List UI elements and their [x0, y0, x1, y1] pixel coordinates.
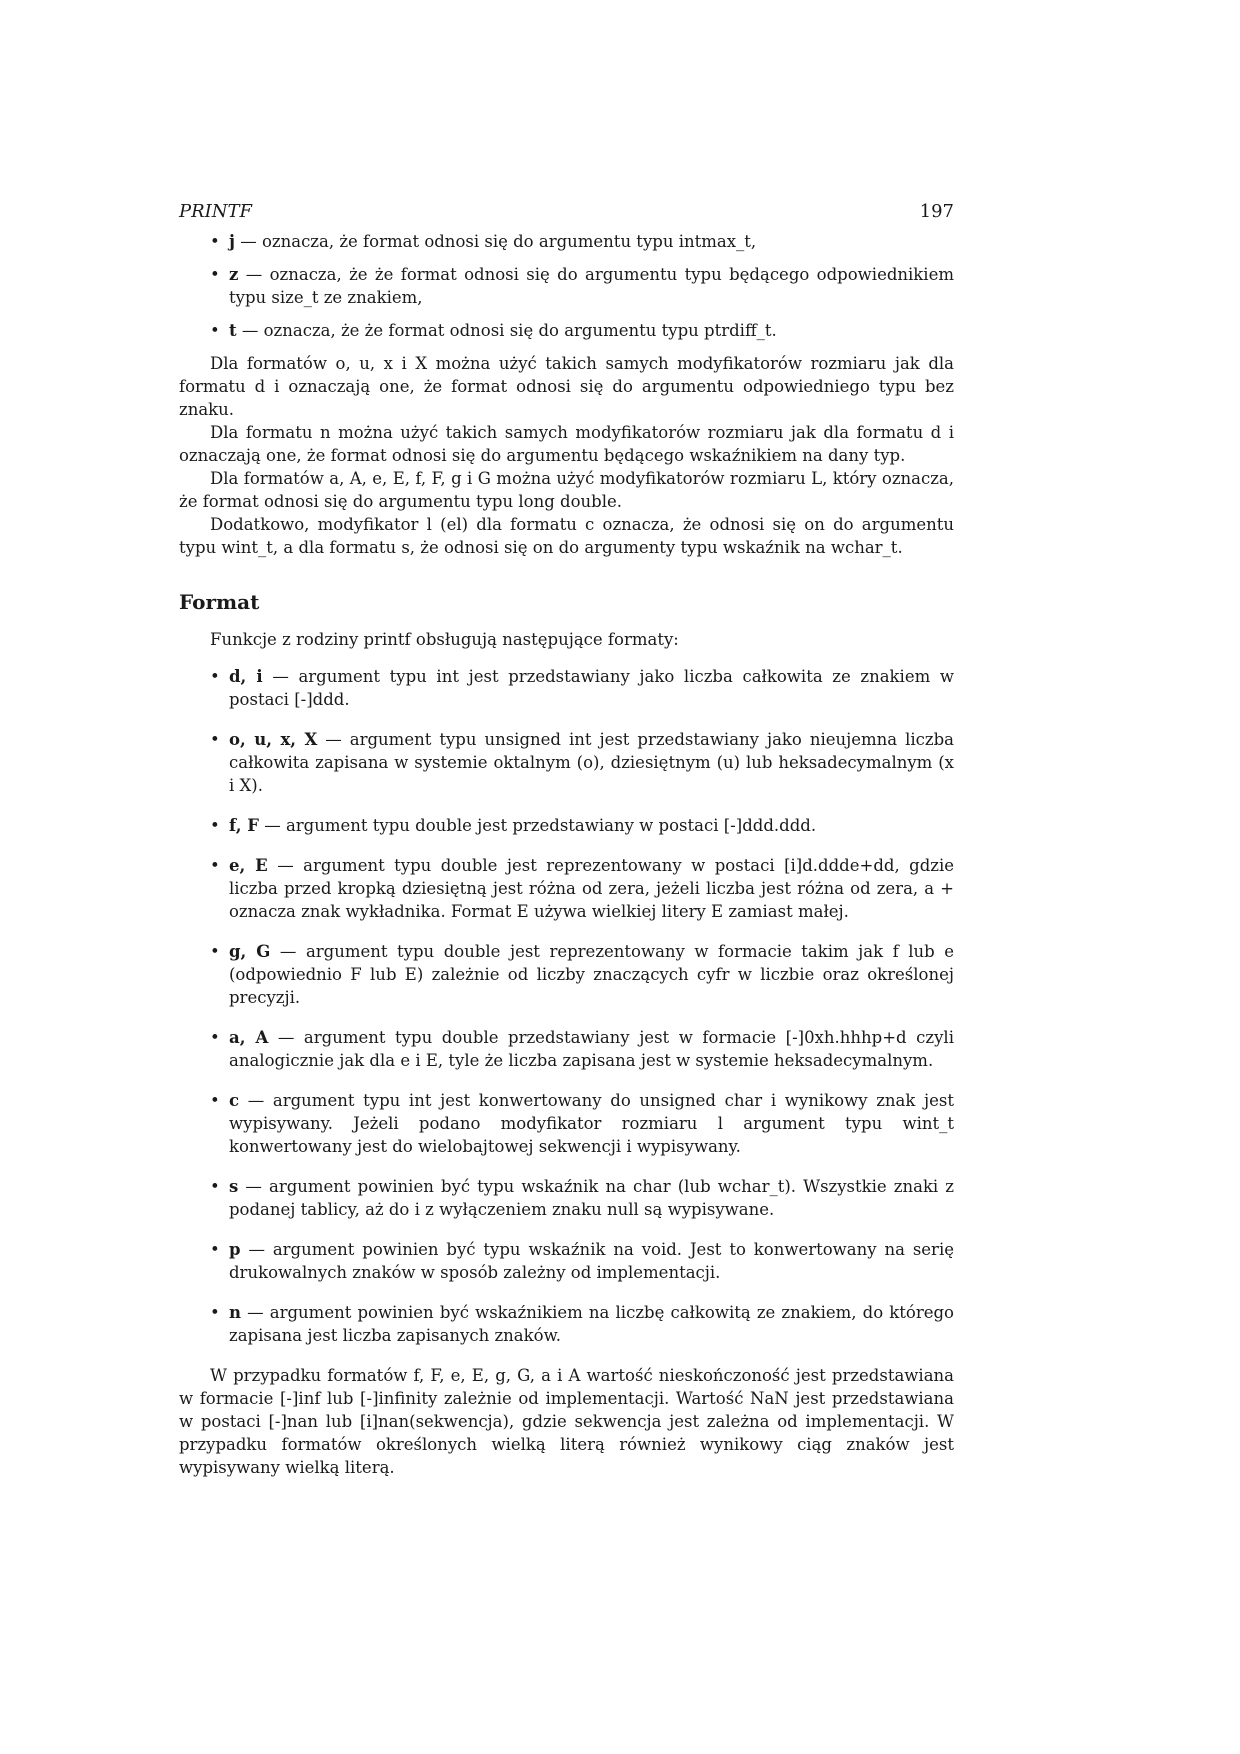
bullet-icon: • — [210, 1028, 220, 1047]
paragraph: Dla formatów o, u, x i X można użyć takich samych modyfikatorów rozmiaru jak dla formatu d i oznaczają one, że format odnosi się do argumentu odpowiedniego typu bez znaku. — [179, 354, 954, 419]
closing-paragraph: W przypadku formatów f, F, e, E, g, G, a i A wartość nieskończoność jest przedstawiana w formacie [-]inf lub [-]infinity zależnie od implementacji. Wartość NaN jest przedstawiana w postaci [-]nan lub [i]nan(sekwencja), gdzie sekwencja jest zależna od implementacji. W przypadku formatów określonych wielką literą również wynikowy ciąg znaków jest wypisywany wielką literą. — [179, 1366, 954, 1477]
item-text: — argument typu int jest konwertowany do unsigned char i wynikowy znak jest wypisywany. Jeżeli podano modyfikator rozmiaru l argument typu wint_t konwertowany jest do wielobajtowej sekwencji i wypisywany. — [229, 1091, 954, 1156]
section-heading: Format — [179, 590, 260, 614]
bullet-icon: • — [210, 942, 220, 961]
item-text: — oznacza, że że format odnosi się do argumentu typu będącego odpowiednikiem typu size_t ze znakiem, — [229, 265, 954, 307]
list-item — [179, 728, 954, 797]
section-intro: Funkcje z rodziny printf obsługują następujące formaty: — [210, 630, 679, 649]
item-text: — argument typu double jest reprezentowany w formacie takim jak f lub e (odpowiednio F lub E) zależnie od liczby znaczących cyfr w liczbie oraz określonej precyzji. — [229, 942, 955, 1007]
bullet-icon: • — [210, 730, 220, 749]
item-text: — argument typu double przedstawiany jest w formacie [-]0xh.hhhp+d czyli analogicznie jak dla e i E, tyle że liczba zapisana jest w systemie heksadecymalnym. — [229, 1028, 954, 1070]
modifier-list — [179, 230, 954, 342]
list-item — [179, 1175, 954, 1221]
item-text: — argument typu unsigned int jest przedstawiany jako nieujemna liczba całkowita zapisana w systemie oktalnym (o), dziesiętnym (u) lub heksadecymalnym (x i X). — [229, 730, 954, 795]
running-header — [179, 200, 954, 230]
list-item — [179, 854, 954, 923]
list-item — [179, 940, 954, 1009]
bullet-icon: • — [210, 667, 220, 686]
item-key: s — [229, 1177, 239, 1196]
bullet-icon: • — [210, 321, 220, 340]
item-key: t — [229, 321, 237, 340]
bullet-icon: • — [210, 1177, 220, 1196]
item-text: — argument powinien być wskaźnikiem na liczbę całkowitą ze znakiem, do którego zapisana jest liczba zapisanych znaków. — [229, 1303, 954, 1345]
bullet-icon: • — [210, 232, 220, 251]
list-item — [179, 1026, 954, 1072]
item-key: z — [229, 265, 239, 284]
item-key: o, u, x, X — [229, 730, 318, 749]
item-text: — oznacza, że format odnosi się do argumentu typu intmax_t, — [234, 232, 757, 251]
item-text: — argument typu double jest reprezentowany w postaci [i]d.ddde+dd, gdzie liczba przed kropką dziesiętną jest różna od zera, jeżeli liczba jest różna od zera, a + oznacza znak wykładnika. Format E używa wielkiej litery E zamiast małej. — [229, 856, 954, 921]
list-item — [179, 1089, 954, 1158]
paragraph: Dla formatów a, A, e, E, f, F, g i G można użyć modyfikatorów rozmiaru L, który oznacza, że format odnosi się do argumentu typu long double. — [179, 469, 954, 511]
item-key: e, E — [229, 856, 268, 875]
paragraph: Dodatkowo, modyfikator l (el) dla formatu c oznacza, że odnosi się on do argumentu typu wint_t, a dla formatu s, że odnosi się on do argumenty typu wskaźnik na wchar_t. — [179, 515, 954, 557]
item-key: c — [229, 1091, 240, 1110]
header-title: PRINTF — [179, 201, 253, 222]
list-item — [179, 319, 954, 342]
item-text: — argument powinien być typu wskaźnik na char (lub wchar_t). Wszystkie znaki z podanej tablicy, aż do i z wyłączeniem znaku null są wypisywane. — [229, 1177, 954, 1219]
format-list — [179, 665, 954, 1347]
list-item — [179, 263, 954, 309]
item-text: — argument typu int jest przedstawiany jako liczba całkowita ze znakiem w postaci [-]ddd. — [229, 667, 954, 709]
list-item — [179, 665, 954, 711]
page-number: 197 — [919, 201, 954, 222]
bullet-icon: • — [210, 1303, 220, 1322]
item-text: — oznacza, że że format odnosi się do argumentu typu ptrdiff_t. — [236, 321, 777, 340]
bullet-icon: • — [210, 1091, 220, 1110]
list-item — [179, 230, 954, 253]
list-item — [179, 814, 954, 837]
item-key: a, A — [229, 1028, 269, 1047]
item-text: — argument powinien być typu wskaźnik na void. Jest to konwertowany na serię drukowalnych znaków w sposób zależny od implementacji. — [229, 1240, 954, 1282]
list-item — [179, 1238, 954, 1284]
bullet-icon: • — [210, 816, 220, 835]
item-key: p — [229, 1240, 241, 1259]
item-key: j — [229, 232, 235, 251]
document-page — [179, 200, 954, 1479]
bullet-icon: • — [210, 265, 220, 284]
item-key: n — [229, 1303, 241, 1322]
bullet-icon: • — [210, 1240, 220, 1259]
item-text: — argument typu double jest przedstawiany w postaci [-]ddd.ddd. — [258, 816, 817, 835]
item-key: d, i — [229, 667, 263, 686]
item-key: f, F — [229, 816, 259, 835]
bullet-icon: • — [210, 856, 220, 875]
list-item — [179, 1301, 954, 1347]
paragraph: Dla formatu n można użyć takich samych modyfikatorów rozmiaru jak dla formatu d i oznaczają one, że format odnosi się do argumentu będącego wskaźnikiem na dany typ. — [179, 423, 954, 465]
item-key: g, G — [229, 942, 271, 961]
